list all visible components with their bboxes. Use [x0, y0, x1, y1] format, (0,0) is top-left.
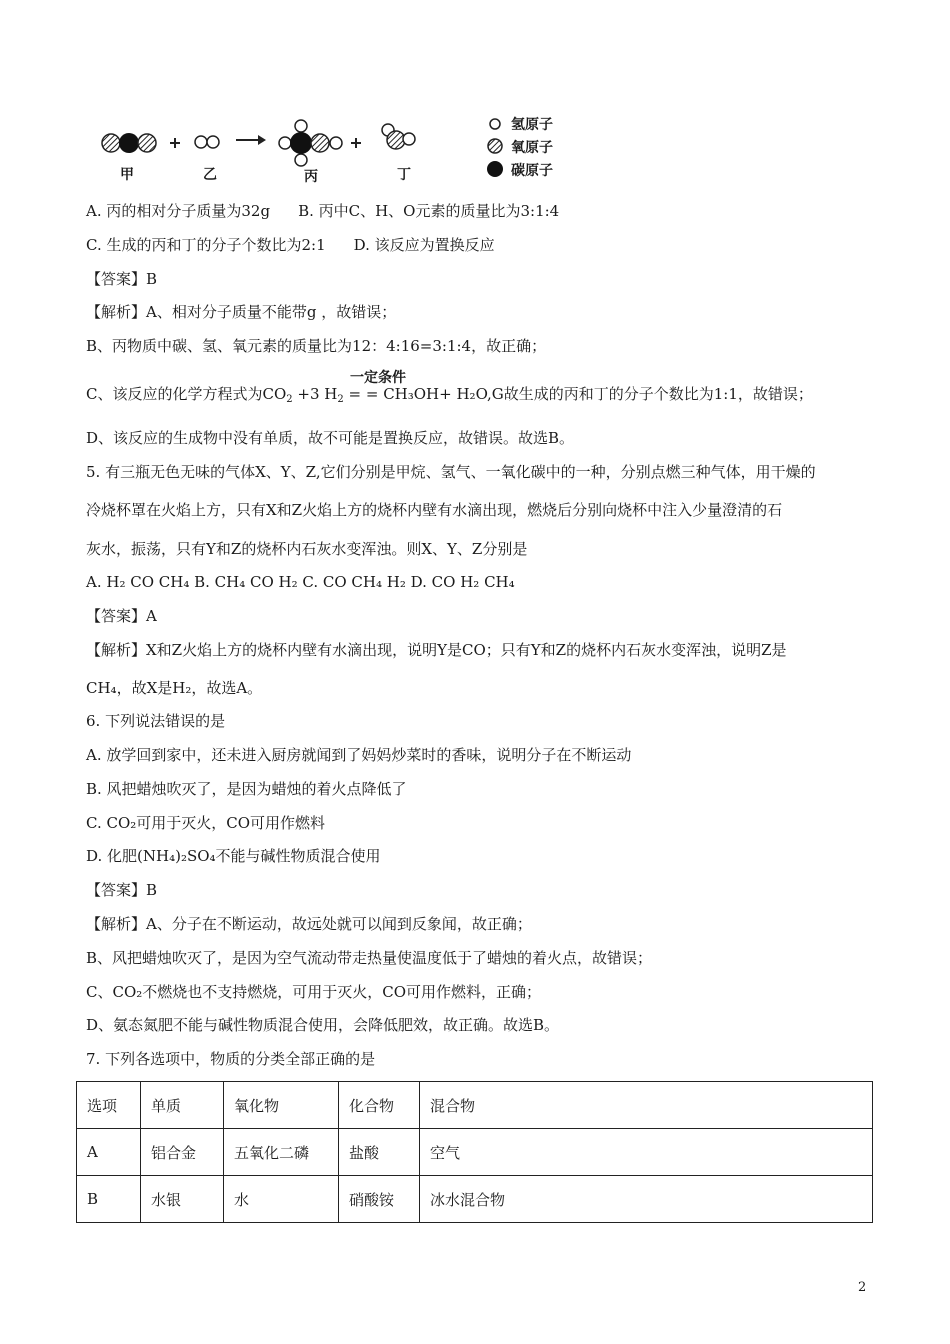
q6-explanation-1: 【解析】A、分子在不断运动，故远处就可以闻到反象闻，故正确；	[86, 915, 532, 933]
q4-explanation-2: B、丙物质中碳、氢、氧元素的质量比为12：4:16=3:1:4，故正确；	[86, 337, 547, 355]
arrow-icon	[236, 135, 266, 145]
legend-oxygen: 氧原子	[511, 140, 553, 156]
legend-carbon: 碳原子	[511, 163, 553, 179]
table-cell: 铝合金	[141, 1129, 224, 1176]
q6-option-a: A. 放学回到家中，还未进入厨房就闻到了妈妈炒菜时的香味，说明分子在不断运动	[86, 746, 632, 764]
plus-icon-2	[351, 138, 361, 148]
molecule-jia	[102, 133, 156, 153]
table-header-row	[77, 1082, 873, 1129]
table-header-cell: 化合物	[339, 1082, 420, 1129]
q5-options: A. H₂ CO CH₄ B. CH₄ CO H₂ C. CO CH₄ H₂ D. CO H₂ CH₄	[86, 573, 515, 591]
q6-explanation-4: D、氨态氮肥不能与碱性物质混合使用，会降低肥效，故正确。故选B。	[86, 1016, 560, 1034]
q4-option-d: D. 该反应为置换反应	[353, 236, 495, 254]
q4-option-b: B. 丙中C、H、O元素的质量比为3:1:4	[298, 202, 560, 220]
plus-icon-1	[170, 138, 180, 148]
table-cell: 冰水混合物	[420, 1176, 873, 1223]
q6-option-c: C. CO₂可用于灭火，CO可用作燃料	[86, 814, 326, 832]
q5-stem-1: 5. 有三瓶无色无味的气体X、Y、Z,它们分别是甲烷、氢气、一氧化碳中的一种，分别点燃三种气体，用干燥的	[86, 463, 816, 481]
table-cell: 盐酸	[339, 1129, 420, 1176]
classification-table	[76, 1081, 873, 1223]
table-cell: B	[77, 1176, 141, 1223]
molecule-ding	[382, 124, 415, 149]
q4-explanation-4: D、该反应的生成物中没有单质，故不可能是置换反应，故错误。故选B。	[86, 429, 575, 447]
table-row	[77, 1129, 873, 1176]
table-cell: A	[77, 1129, 141, 1176]
q4-explanation-1: 【解析】A、相对分子质量不能带g ，故错误；	[86, 303, 397, 321]
table-row	[77, 1176, 873, 1223]
q4-option-c: C. 生成的丙和丁的分子个数比为2:1	[86, 236, 326, 254]
q7-stem: 7. 下列各选项中，物质的分类全部正确的是	[86, 1050, 376, 1068]
table-cell: 五氧化二磷	[224, 1129, 339, 1176]
molecule-yi	[195, 136, 219, 148]
q6-explanation-3: C、CO₂不燃烧也不支持燃烧，可用于灭火，CO可用作燃料，正确；	[86, 983, 542, 1001]
label-ding: 丁	[397, 167, 411, 183]
q4-option-a: A. 丙的相对分子质量为32g	[86, 202, 271, 220]
q4-options-row-1	[86, 201, 559, 221]
label-yi: 乙	[203, 167, 217, 183]
q5-explanation-1: 【解析】X和Z火焰上方的烧杯内壁有水滴出现，说明Y是CO；只有Y和Z的烧杯内石灰水变浑浊，说明Z是	[86, 641, 787, 659]
q5-explanation-2: CH₄，故X是H₂，故选A。	[86, 679, 263, 697]
q5-answer: 【答案】A	[86, 607, 157, 625]
table-header-cell: 选项	[77, 1082, 141, 1129]
q6-answer: 【答案】B	[86, 881, 158, 899]
label-bing: 丙	[304, 169, 318, 185]
q4-explanation-3: C、该反应的化学方程式为$CO_2 +3$ $H_2$ = = CH₃OH+ H₂O,G故生成的丙和丁的分子个数比为1:1，故错误；	[86, 385, 813, 405]
q6-option-b: B. 风把蜡烛吹灭了，是因为蜡烛的着火点降低了	[86, 780, 407, 798]
q4-answer: 【答案】B	[86, 270, 158, 288]
table-cell: 水	[224, 1176, 339, 1223]
table-header-cell: 混合物	[420, 1082, 873, 1129]
q6-option-d: D. 化肥(NH₄)₂SO₄不能与碱性物质混合使用	[86, 847, 381, 865]
page-number: 2	[858, 1280, 867, 1295]
table-cell: 硝酸铵	[339, 1176, 420, 1223]
q4-options-row-2	[86, 235, 495, 255]
table-cell: 空气	[420, 1129, 873, 1176]
reaction-condition: 一定条件	[350, 370, 406, 386]
table-header-cell: 氧化物	[224, 1082, 339, 1129]
legend-icons	[487, 119, 503, 177]
molecule-bing	[279, 120, 342, 166]
legend-hydrogen: 氢原子	[511, 117, 553, 133]
q5-stem-2: 冷烧杯罩在火焰上方，只有X和Z火焰上方的烧杯内壁有水滴出现，燃烧后分别向烧杯中注入少量澄清的石	[86, 501, 783, 519]
q6-explanation-2: B、风把蜡烛吹灭了，是因为空气流动带走热量使温度低于了蜡烛的着火点，故错误；	[86, 949, 653, 967]
table-header-cell: 单质	[141, 1082, 224, 1129]
label-jia: 甲	[120, 167, 134, 183]
table-cell: 水银	[141, 1176, 224, 1223]
q6-stem: 6. 下列说法错误的是	[86, 712, 226, 730]
q5-stem-3: 灰水，振荡，只有Y和Z的烧杯内石灰水变浑浊。则X、Y、Z分别是	[86, 540, 528, 558]
reaction-diagram	[0, 0, 950, 200]
